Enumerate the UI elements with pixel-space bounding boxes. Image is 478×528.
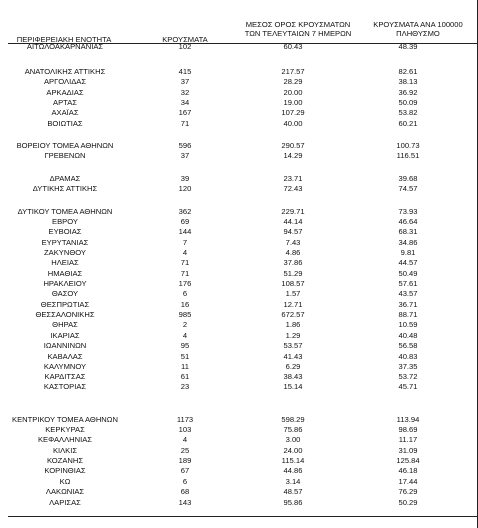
cell-cases-per-100k: 56.58	[398, 341, 418, 350]
cell-seven-day-average: 94.57	[283, 227, 303, 236]
column-header-cases-per-100k-line1: ΚΡΟΥΣΜΑΤΑ ΑΝΑ 100000	[373, 20, 463, 29]
cell-seven-day-average: 40.00	[283, 119, 303, 128]
cell-cases: 362	[178, 207, 192, 216]
cell-seven-day-average: 44.14	[283, 217, 303, 226]
cell-region: ΚΟΡΙΝΘΙΑΣ	[44, 466, 86, 475]
table-row	[0, 467, 478, 477]
cell-region: ΚΟΖΑΝΗΣ	[46, 456, 84, 465]
cell-cases-per-100k: 10.59	[398, 320, 418, 329]
cell-seven-day-average: 95.86	[283, 498, 303, 507]
cell-region: ΑΝΑΤΟΛΙΚΗΣ ΑΤΤΙΚΗΣ	[24, 67, 106, 76]
table-row	[0, 185, 478, 195]
table-row	[0, 43, 478, 53]
cell-cases: 176	[178, 279, 192, 288]
cell-cases: 1173	[176, 415, 194, 424]
cell-seven-day-average: 38.43	[283, 372, 303, 381]
cell-region: ΘΗΡΑΣ	[52, 320, 78, 329]
cell-seven-day-average: 672.57	[281, 310, 305, 319]
cell-seven-day-average: 23.71	[283, 174, 303, 183]
cell-cases: 4	[182, 435, 188, 444]
column-header-cases-per-100k-line2: ΠΛΗΘΥΣΜΟ	[396, 29, 440, 38]
cell-cases-per-100k: 82.61	[398, 67, 418, 76]
cell-cases: 120	[178, 184, 192, 193]
table-row	[0, 152, 478, 162]
cell-cases: 985	[178, 310, 192, 319]
table-row	[0, 109, 478, 119]
cell-seven-day-average: 229.71	[281, 207, 305, 216]
cell-cases: 61	[180, 372, 190, 381]
cell-cases: 7	[182, 238, 188, 247]
cell-region: ΒΟΙΩΤΙΑΣ	[47, 119, 83, 128]
cell-region: ΕΒΡΟΥ	[52, 217, 78, 226]
cell-region: ΚΕΡΚΥΡΑΣ	[45, 425, 85, 434]
cell-seven-day-average: 28.29	[283, 77, 303, 86]
table-row	[0, 78, 478, 88]
table-row	[0, 290, 478, 300]
cell-region: ΚΩ	[59, 477, 71, 486]
cell-region: ΔΥΤΙΚΗΣ ΑΤΤΙΚΗΣ	[32, 184, 98, 193]
cell-seven-day-average: 1.57	[285, 289, 301, 298]
cell-cases: 68	[180, 487, 190, 496]
cell-cases: 144	[178, 227, 192, 236]
cell-seven-day-average: 1.29	[285, 331, 301, 340]
cell-region: ΘΕΣΣΑΛΟΝΙΚΗΣ	[35, 310, 95, 319]
cell-cases: 39	[180, 174, 190, 183]
cell-seven-day-average: 15.14	[283, 382, 303, 391]
column-header-seven-day-average-line2: ΤΩΝ ΤΕΛΕΥΤΑΙΩΝ 7 ΗΜΕΡΩΝ	[244, 29, 352, 38]
cell-region: ΘΕΣΠΡΩΤΙΑΣ	[40, 300, 90, 309]
cell-cases-per-100k: 45.71	[398, 382, 418, 391]
cell-cases: 71	[180, 119, 190, 128]
cell-seven-day-average: 51.29	[283, 269, 303, 278]
cell-seven-day-average: 3.14	[285, 477, 301, 486]
cell-seven-day-average: 14.29	[283, 151, 303, 160]
cell-cases-per-100k: 36.92	[398, 88, 418, 97]
table-row	[0, 342, 478, 352]
cell-seven-day-average: 41.43	[283, 352, 303, 361]
cell-region: ΚΑΡΔΙΤΣΑΣ	[44, 372, 86, 381]
table-row	[0, 120, 478, 130]
cell-cases-per-100k: 44.57	[398, 258, 418, 267]
cell-seven-day-average: 48.57	[283, 487, 303, 496]
column-header-cases: ΚΡΟΥΣΜΑΤΑ	[162, 35, 208, 44]
cell-cases: 102	[178, 42, 192, 51]
cell-cases: 596	[178, 141, 192, 150]
cell-cases: 69	[180, 217, 190, 226]
cell-cases: 103	[178, 425, 192, 434]
bottom-divider	[8, 516, 478, 517]
cell-region: ΚΑΒΑΛΑΣ	[47, 352, 83, 361]
cell-region: ΕΥΡΥΤΑΝΙΑΣ	[41, 238, 89, 247]
cell-region: ΘΑΣΟΥ	[51, 289, 79, 298]
cell-cases: 71	[180, 258, 190, 267]
cell-cases-per-100k: 36.71	[398, 300, 418, 309]
cell-seven-day-average: 115.14	[281, 456, 305, 465]
cell-cases: 11	[181, 362, 189, 371]
table-row	[0, 488, 478, 498]
cell-cases-per-100k: 50.49	[398, 269, 418, 278]
cell-region: ΑΡΓΟΛΙΔΑΣ	[43, 77, 87, 86]
cell-region: ΕΥΒΟΙΑΣ	[48, 227, 82, 236]
cell-seven-day-average: 290.57	[281, 141, 305, 150]
cell-seven-day-average: 72.43	[283, 184, 303, 193]
cell-seven-day-average: 53.57	[283, 341, 303, 350]
cell-cases-per-100k: 37.35	[398, 362, 418, 371]
cell-cases: 189	[178, 456, 192, 465]
cell-region: ΚΑΣΤΟΡΙΑΣ	[43, 382, 87, 391]
cell-cases: 25	[180, 446, 190, 455]
cell-region: ΚΙΛΚΙΣ	[52, 446, 78, 455]
cell-region: ΔΡΑΜΑΣ	[49, 174, 81, 183]
cell-region: ΙΩΑΝΝΙΝΩΝ	[43, 341, 87, 350]
cell-cases: 67	[180, 466, 190, 475]
cell-cases: 415	[178, 67, 192, 76]
cell-seven-day-average: 20.00	[283, 88, 303, 97]
cell-cases: 167	[178, 108, 192, 117]
cell-region: ΗΜΑΘΙΑΣ	[47, 269, 83, 278]
cell-seven-day-average: 598.29	[281, 415, 305, 424]
cell-cases: 37	[180, 151, 190, 160]
cell-cases-per-100k: 48.39	[398, 42, 418, 51]
cell-seven-day-average: 24.00	[283, 446, 303, 455]
cell-cases-per-100k: 38.13	[398, 77, 418, 86]
cell-seven-day-average: 44.86	[283, 466, 303, 475]
cell-region: ΖΑΚΥΝΘΟΥ	[44, 248, 86, 257]
cell-seven-day-average: 1.86	[285, 320, 301, 329]
cell-cases-per-100k: 98.69	[398, 425, 418, 434]
cell-region: ΚΑΛΥΜΝΟΥ	[43, 362, 87, 371]
cell-cases-per-100k: 125.84	[396, 456, 420, 465]
cell-cases-per-100k: 50.09	[398, 98, 418, 107]
cell-region: ΒΟΡΕΙΟΥ ΤΟΜΕΑ ΑΘΗΝΩΝ	[16, 141, 114, 150]
column-header-cases-per-100k	[360, 20, 476, 38]
table-row	[0, 228, 478, 238]
cell-region: ΛΑΡΙΣΑΣ	[49, 498, 81, 507]
cell-cases-per-100k: 74.57	[398, 184, 418, 193]
cell-seven-day-average: 7.43	[285, 238, 301, 247]
cell-cases-per-100k: 57.61	[398, 279, 418, 288]
cell-cases-per-100k: 76.29	[398, 487, 418, 496]
cell-region: ΛΑΚΩΝΙΑΣ	[45, 487, 85, 496]
cell-cases: 32	[180, 88, 190, 97]
cell-seven-day-average: 6.29	[285, 362, 301, 371]
cell-seven-day-average: 75.86	[283, 425, 303, 434]
cell-cases: 4	[182, 331, 188, 340]
column-header-region: ΠΕΡΙΦΕΡΕΙΑΚΗ ΕΝΟΤΗΤΑ	[16, 35, 112, 44]
cell-seven-day-average: 107.29	[281, 108, 305, 117]
cell-cases: 6	[182, 289, 188, 298]
cell-cases-per-100k: 50.29	[398, 498, 418, 507]
cell-cases: 6	[182, 477, 188, 486]
table-row	[0, 499, 478, 509]
cell-cases-per-100k: 53.72	[398, 372, 418, 381]
table-row	[0, 321, 478, 331]
cell-cases: 34	[180, 98, 190, 107]
cell-cases-per-100k: 31.09	[398, 446, 418, 455]
cell-cases-per-100k: 9.81	[400, 248, 416, 257]
cell-region: ΗΛΕΙΑΣ	[51, 258, 79, 267]
cell-cases: 143	[178, 498, 192, 507]
cell-region: ΑΙΤΩΛΟΑΚΑΡΝΑΝΙΑΣ	[26, 42, 104, 51]
cell-region: ΑΡΤΑΣ	[53, 98, 77, 107]
cell-cases-per-100k: 39.68	[398, 174, 418, 183]
cell-region: ΚΕΦΑΛΛΗΝΙΑΣ	[37, 435, 93, 444]
cell-cases-per-100k: 40.83	[398, 352, 418, 361]
cell-region: ΙΚΑΡΙΑΣ	[50, 331, 80, 340]
cell-cases-per-100k: 34.86	[398, 238, 418, 247]
cell-seven-day-average: 37.86	[283, 258, 303, 267]
cell-cases-per-100k: 11.17	[398, 435, 418, 444]
table-row	[0, 383, 478, 393]
cell-region: ΑΧΑΪΑΣ	[51, 108, 79, 117]
column-header-seven-day-average-line1: ΜΕΣΟΣ ΟΡΟΣ ΚΡΟΥΣΜΑΤΩΝ	[245, 20, 351, 29]
cell-seven-day-average: 217.57	[281, 67, 305, 76]
cell-region: ΗΡΑΚΛΕΙΟΥ	[43, 279, 87, 288]
cell-cases: 4	[182, 248, 188, 257]
cell-cases-per-100k: 113.94	[396, 415, 420, 424]
cell-cases-per-100k: 116.51	[396, 151, 420, 160]
cell-seven-day-average: 4.86	[285, 248, 301, 257]
cell-cases-per-100k: 46.18	[398, 466, 418, 475]
cell-region: ΔΥΤΙΚΟΥ ΤΟΜΕΑ ΑΘΗΝΩΝ	[17, 207, 113, 216]
cell-cases-per-100k: 46.64	[398, 217, 418, 226]
cell-region: ΓΡΕΒΕΝΩΝ	[44, 151, 86, 160]
cell-cases-per-100k: 73.93	[398, 207, 418, 216]
cell-cases: 95	[180, 341, 190, 350]
cell-cases: 37	[180, 77, 190, 86]
cell-cases-per-100k: 88.71	[398, 310, 418, 319]
cell-cases-per-100k: 60.21	[398, 119, 418, 128]
cell-cases-per-100k: 43.57	[398, 289, 418, 298]
cell-seven-day-average: 12.71	[283, 300, 303, 309]
cell-cases: 71	[180, 269, 190, 278]
cell-region: ΚΕΝΤΡΙΚΟΥ ΤΟΜΕΑ ΑΘΗΝΩΝ	[12, 415, 118, 424]
cell-cases: 2	[182, 320, 188, 329]
cell-cases-per-100k: 53.82	[398, 108, 418, 117]
cell-cases-per-100k: 100.73	[396, 141, 420, 150]
cell-cases-per-100k: 17.44	[398, 477, 418, 486]
cell-cases: 23	[180, 382, 190, 391]
cell-seven-day-average: 19.00	[283, 98, 303, 107]
cell-region: ΑΡΚΑΔΙΑΣ	[46, 88, 84, 97]
cell-cases-per-100k: 40.48	[398, 331, 418, 340]
cell-cases-per-100k: 68.31	[398, 227, 418, 236]
cell-seven-day-average: 3.00	[285, 435, 301, 444]
cell-cases: 16	[180, 300, 190, 309]
cell-seven-day-average: 108.57	[281, 279, 305, 288]
table-row	[0, 259, 478, 269]
column-header-seven-day-average	[236, 20, 360, 38]
table-row	[0, 436, 478, 446]
cell-cases: 51	[180, 352, 190, 361]
cell-seven-day-average: 60.43	[283, 42, 303, 51]
